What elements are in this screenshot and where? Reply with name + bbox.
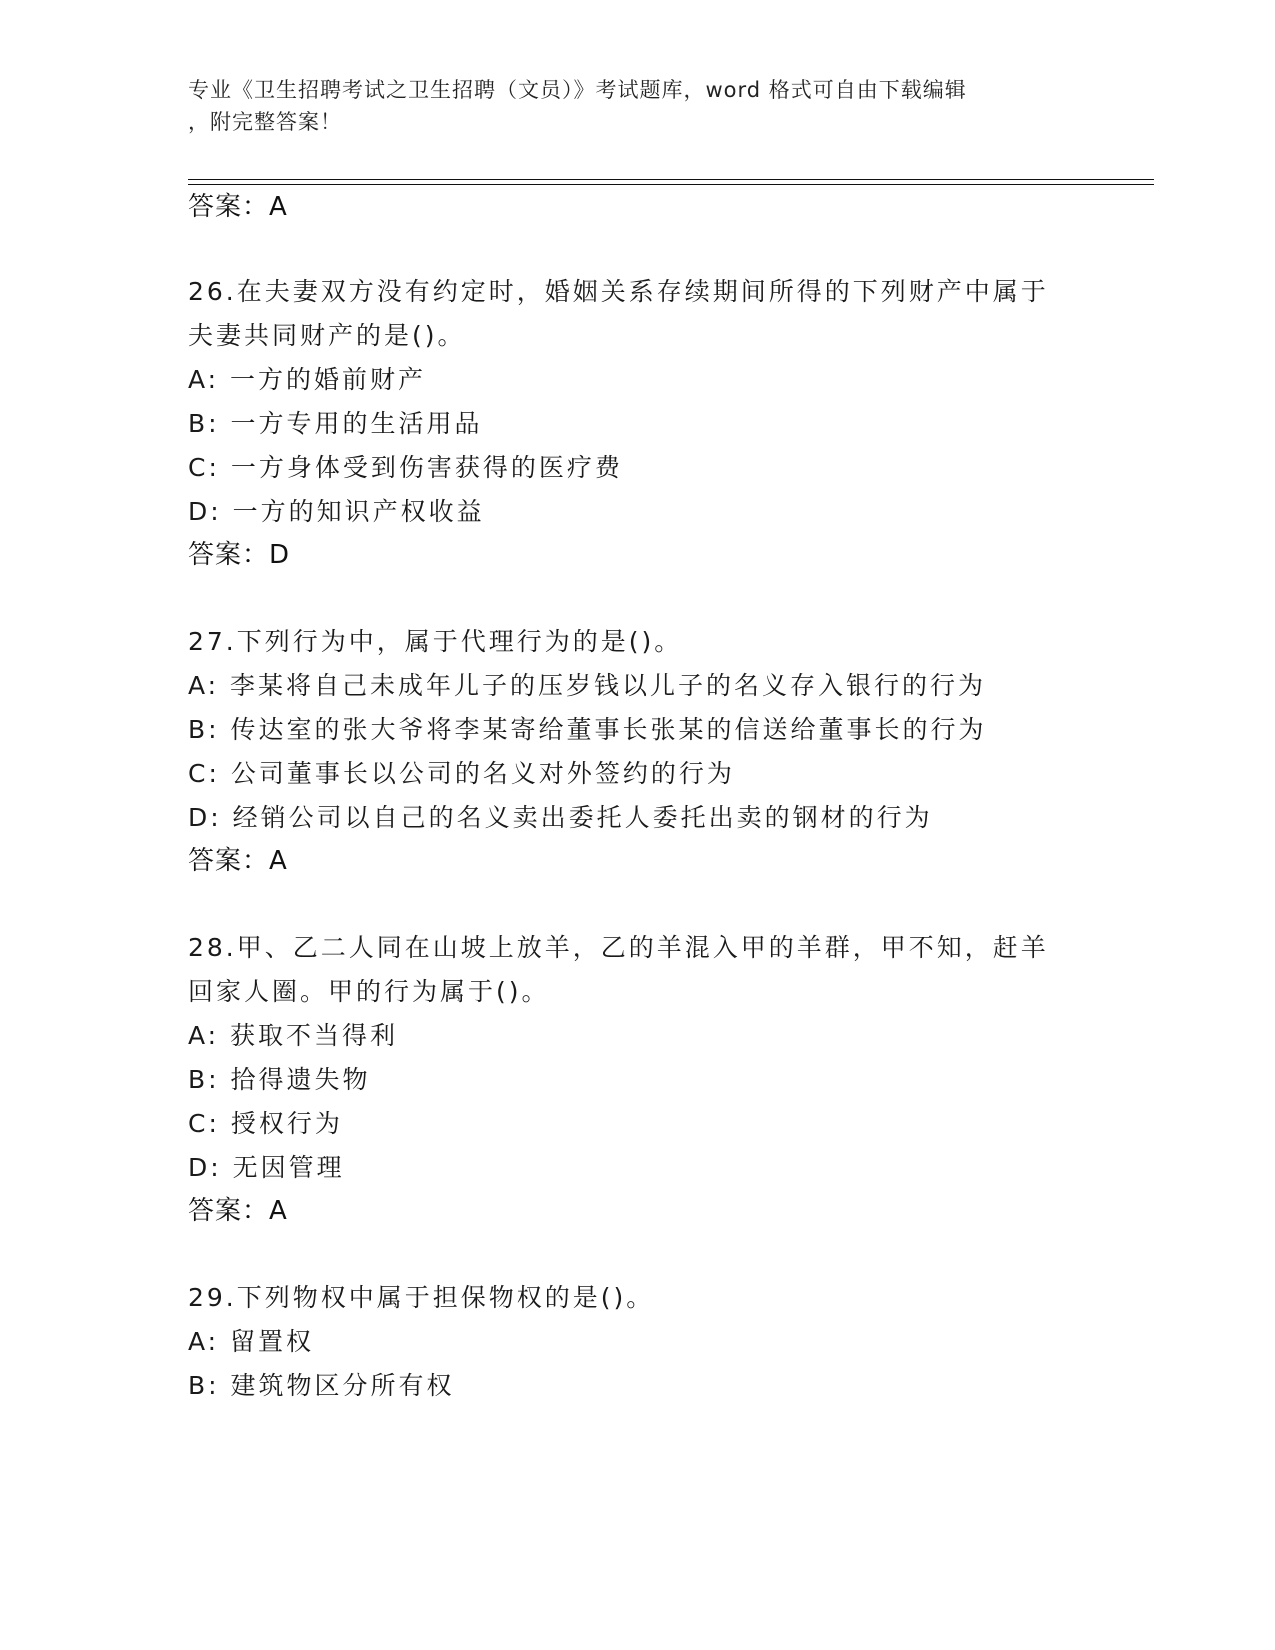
question-29-option-a: A: 留置权 — [188, 1327, 315, 1356]
question-28-stem-line-1: 28.甲、乙二人同在山坡上放羊，乙的羊混入甲的羊群，甲不知，赶羊 — [188, 933, 1049, 962]
question-28-answer: 答案：A — [188, 1196, 288, 1226]
header-line-1: 专业《卫生招聘考试之卫生招聘（文员）》考试题库，word 格式可自由下载编辑 — [188, 78, 967, 102]
question-26-stem-line-1: 26.在夫妻双方没有约定时，婚姻关系存续期间所得的下列财产中属于 — [188, 277, 1049, 306]
question-27-option-a: A: 李某将自己未成年儿子的压岁钱以儿子的名义存入银行的行为 — [188, 671, 987, 700]
question-29-option-b: B: 建筑物区分所有权 — [188, 1371, 455, 1400]
document-header — [188, 74, 1068, 138]
question-27-option-b: B: 传达室的张大爷将李某寄给董事长张某的信送给董事长的行为 — [188, 715, 987, 744]
question-28-option-d: D: 无因管理 — [188, 1153, 345, 1182]
header-divider-bottom — [188, 184, 1154, 185]
question-27-option-c: C: 公司董事长以公司的名义对外签约的行为 — [188, 759, 735, 788]
question-27-stem-line-1: 27.下列行为中，属于代理行为的是()。 — [188, 627, 683, 656]
question-27-option-d: D: 经销公司以自己的名义卖出委托人委托出卖的钢材的行为 — [188, 803, 933, 832]
question-26-option-d: D: 一方的知识产权收益 — [188, 497, 485, 526]
question-26-answer: 答案：D — [188, 540, 291, 570]
header-divider-top — [188, 179, 1154, 180]
question-26-option-a: A: 一方的婚前财产 — [188, 365, 427, 394]
header-line-2: ，附完整答案！ — [188, 110, 342, 134]
question-29-stem-line-1: 29.下列物权中属于担保物权的是()。 — [188, 1283, 655, 1312]
question-28-stem-line-2: 回家人圈。甲的行为属于()。 — [188, 977, 550, 1006]
previous-answer: 答案：A — [188, 192, 288, 222]
question-26-stem-line-2: 夫妻共同财产的是()。 — [188, 321, 466, 350]
question-28-option-a: A: 获取不当得利 — [188, 1021, 399, 1050]
question-26-option-c: C: 一方身体受到伤害获得的医疗费 — [188, 453, 623, 482]
question-28-option-c: C: 授权行为 — [188, 1109, 343, 1138]
question-27-answer: 答案：A — [188, 846, 288, 876]
question-28-option-b: B: 拾得遗失物 — [188, 1065, 371, 1094]
question-26-option-b: B: 一方专用的生活用品 — [188, 409, 483, 438]
